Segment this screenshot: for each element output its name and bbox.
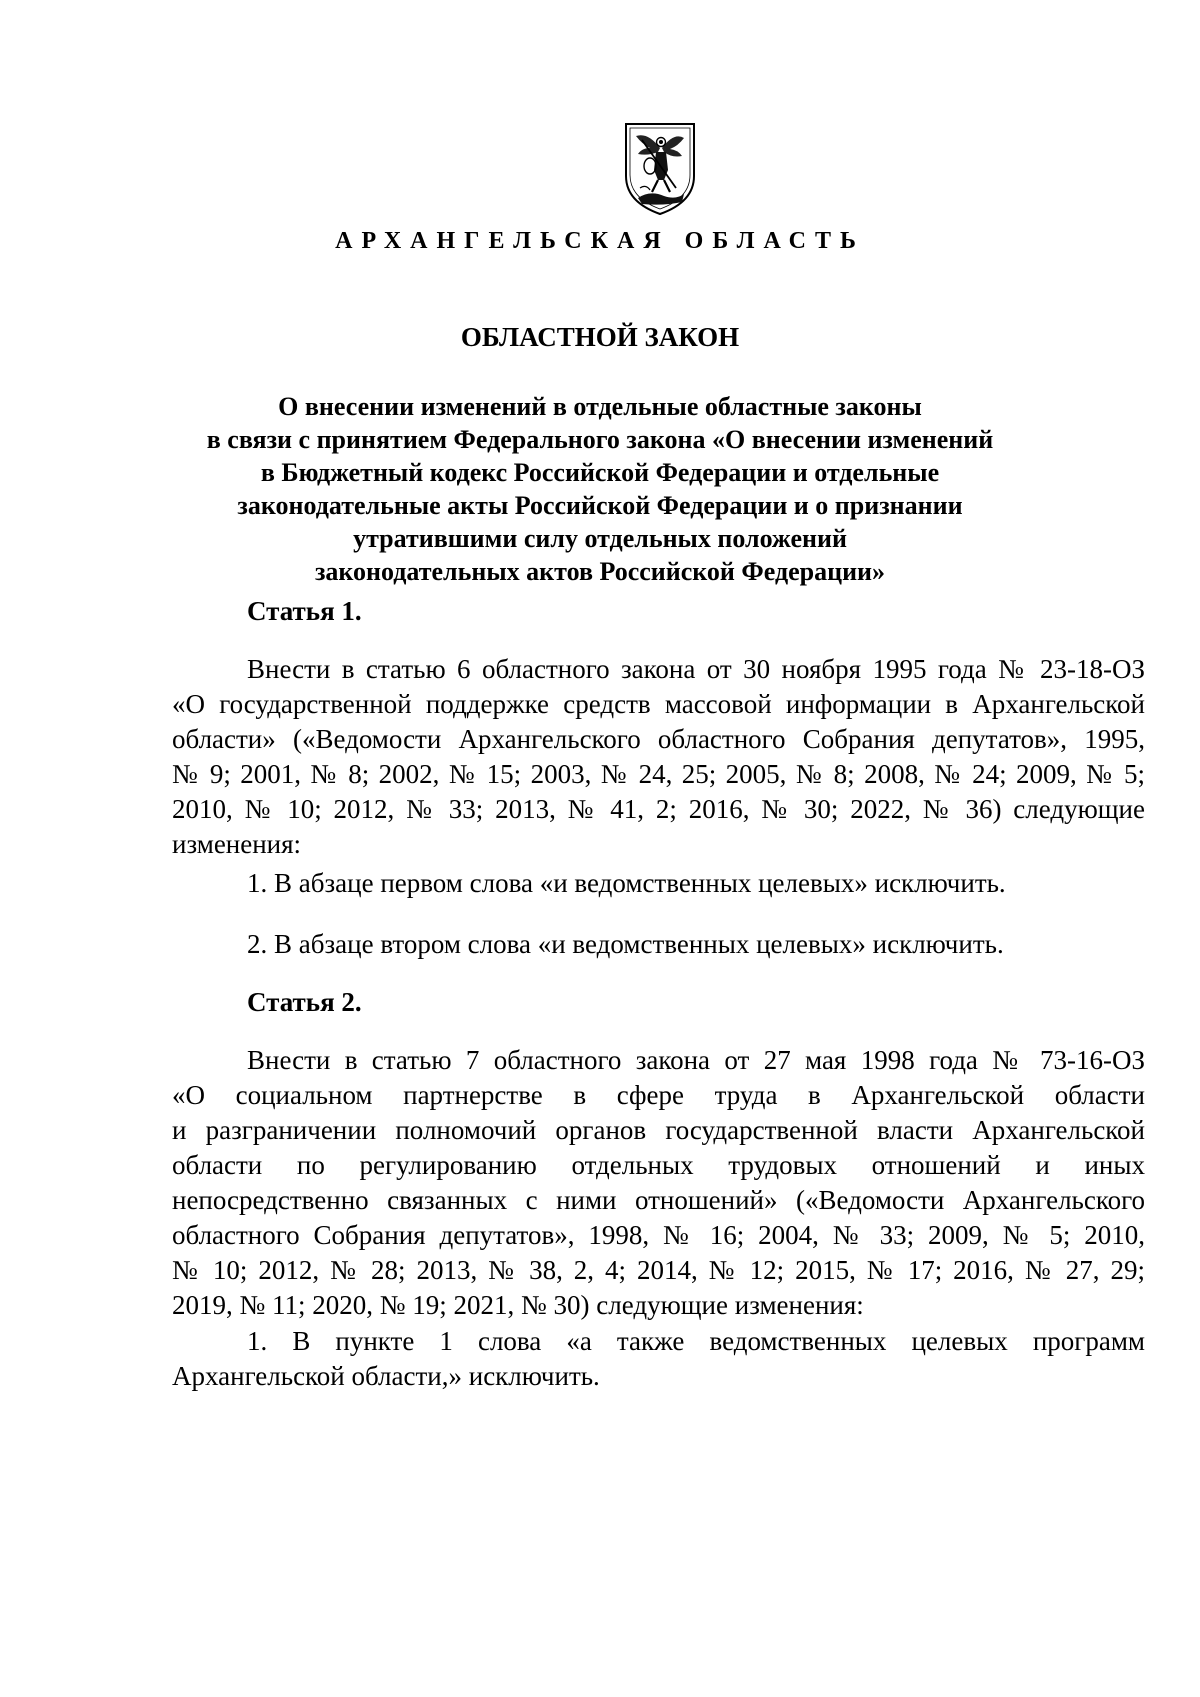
article-1-item-1 bbox=[172, 866, 1145, 901]
text-line: № 10; 2012, № 28; 2013, № 38, 2, 4; 2014, № 12; 2015, № 17; 2016, № 27, 29; bbox=[172, 1255, 1145, 1285]
text-line: областного Собрания депутатов», 1998, № 16; 2004, № 33; 2009, № 5; 2010, bbox=[172, 1220, 1145, 1250]
text-line: изменения: bbox=[172, 829, 302, 859]
law-title-line: О внесении изменений в отдельные областные законы bbox=[278, 392, 922, 421]
text-line: 2. В абзаце втором слова «и ведомственных целевых» исключить. bbox=[247, 929, 1004, 959]
text-line: «О социальном партнерстве в сфере труда в Архангельской области bbox=[172, 1080, 1145, 1110]
text-line: 1. В абзаце первом слова «и ведомственных целевых» исключить. bbox=[247, 868, 1006, 898]
article-1-item-2 bbox=[172, 927, 1145, 962]
article-2-intro bbox=[172, 1043, 1145, 1323]
text-line: № 9; 2001, № 8; 2002, № 15; 2003, № 24, 25; 2005, № 8; 2008, № 24; 2009, № 5; bbox=[172, 759, 1145, 789]
text-line: 2010, № 10; 2012, № 33; 2013, № 41, 2; 2016, № 30; 2022, № 36) следующие bbox=[172, 794, 1145, 824]
text-line: «О государственной поддержке средств массовой информации в Архангельской bbox=[172, 689, 1145, 719]
text-line: Архангельской области,» исключить. bbox=[172, 1361, 600, 1391]
text-line: и разграничении полномочий органов государственной власти Архангельской bbox=[172, 1115, 1145, 1145]
law-title-line: законодательные акты Российской Федерации и о признании bbox=[237, 491, 963, 520]
text-line: непосредственно связанных с ними отношений» («Ведомости Архангельского bbox=[172, 1185, 1145, 1215]
law-type: ОБЛАСТНОЙ ЗАКОН bbox=[460, 322, 740, 352]
law-title-line: в Бюджетный кодекс Российской Федерации и отдельные bbox=[260, 458, 940, 487]
article-1-intro bbox=[172, 652, 1145, 862]
law-title bbox=[0, 390, 1200, 588]
region-name: АРХАНГЕЛЬСКАЯ ОБЛАСТЬ bbox=[335, 228, 865, 254]
article-2-heading: Статья 2. bbox=[247, 987, 362, 1017]
article-1-heading: Статья 1. bbox=[247, 596, 362, 626]
law-title-line: в связи с принятием Федерального закона «О внесении изменений bbox=[206, 425, 994, 454]
text-line: 1. В пункте 1 слова «а также ведомственных целевых программ bbox=[247, 1326, 1145, 1356]
text-line: 2019, № 11; 2020, № 19; 2021, № 30) следующие изменения: bbox=[172, 1290, 864, 1320]
text-line: области по регулированию отдельных трудовых отношений и иных bbox=[172, 1150, 1145, 1180]
law-title-line: утратившими силу отдельных положений bbox=[353, 524, 847, 553]
article-2-item-1 bbox=[172, 1324, 1145, 1394]
coat-of-arms-icon bbox=[620, 118, 700, 218]
text-line: Внести в статью 6 областного закона от 30 ноября 1995 года № 23-18-ОЗ bbox=[247, 654, 1145, 684]
text-line: Внести в статью 7 областного закона от 27 мая 1998 года № 73-16-ОЗ bbox=[247, 1045, 1145, 1075]
text-line: области» («Ведомости Архангельского областного Собрания депутатов», 1995, bbox=[172, 724, 1145, 754]
law-title-line: законодательных актов Российской Федерации» bbox=[314, 557, 886, 586]
